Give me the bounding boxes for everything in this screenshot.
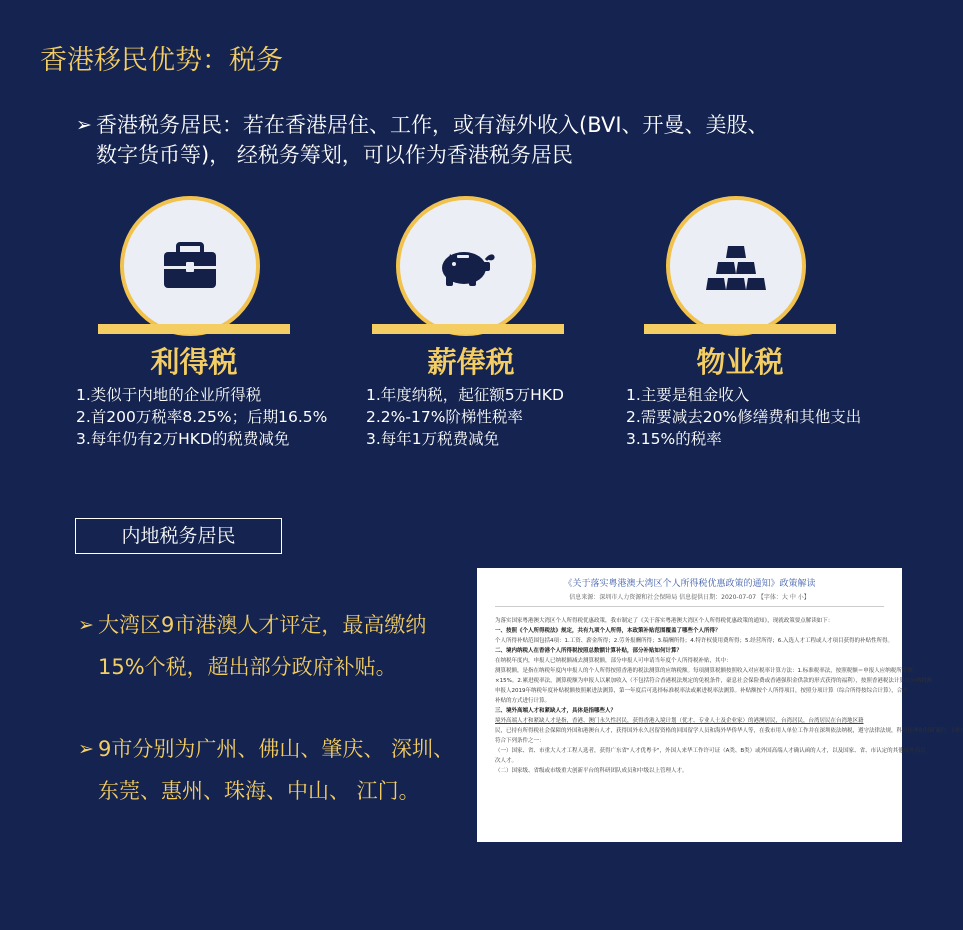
gold-bars-icon <box>706 236 766 296</box>
tax-name: 薪俸税 <box>427 345 515 379</box>
document-line: 境外高端人才和紧缺人才是指，香港、澳门永久性居民，获得香港入境计划（优才、专业人士及企业家）的港澳居民，台湾居民，台湾居民在台湾地区籍 <box>495 718 864 724</box>
document-line: 符合下列条件之一： <box>495 738 545 744</box>
document-line: 二、境内纳税人在香港个人所得税按照总数额计算补贴，部分补贴如何计算？ <box>495 648 683 654</box>
mainland-point-line2: 15%个税，超出部分政府补贴。 <box>98 655 397 679</box>
document-line: 申报人2019年纳税年度补贴税额按照累进法测算，第一年度后可选择标准税率法或累进税率法测算。补贴额按个人所得项目，按照分项计算（综合所得按综合计算），合并 <box>495 688 908 694</box>
document-divider <box>495 606 884 607</box>
intro-paragraph <box>76 110 846 170</box>
document-line: 一、按照《个人所得税法》规定，共有九项个人所得，本政策补贴范围覆盖了哪些个人所得？ <box>495 628 721 634</box>
arrow-bullet-icon: ➢ <box>76 114 92 136</box>
briefcase-icon <box>160 236 220 296</box>
intro-text-line2: 数字货币等)， 经税务筹划，可以作为香港税务居民 <box>96 143 573 167</box>
tax-item: 1.年度纳税，起征额5万HKD <box>366 386 564 404</box>
document-line: 民，已持有所得税社会保障的外国和港澳台人才，获得国外永久居留资格的回国留学人员和海外华侨华人等，在我市用人单位工作并在深圳依法纳税，遵守法律法规，科研伦理和科研诚信，同时 <box>495 728 963 734</box>
document-line: 补贴的方式进行计算。 <box>495 698 551 704</box>
piggy-bank-icon <box>436 236 496 296</box>
tax-item-list <box>76 384 327 450</box>
document-line: ×15%。2.累进税率法，测算税额为申报人以累加收入（不包括符合香港税法规定的免税条件，豪息社会保险费或香港强积金供款的形式获得的福利），按照香港税法计算的应纳税额。 <box>495 678 938 684</box>
document-line: 三、境外高端人才和紧缺人才，具体是指哪些人？ <box>495 708 617 714</box>
mainland-point-line1: 大湾区9市港澳人才评定，最高缴纳 <box>98 613 427 637</box>
document-line: 在纳税年度内，申报人已纳税额减去测算税额，部分申报人可申请当年度个人所得税补贴，其中： <box>495 658 732 664</box>
tax-item: 2.需要减去20%修缮费和其他支出 <box>626 408 862 426</box>
intro-text-line1: 香港税务居民：若在香港居住、工作，或有海外收入(BVI、开曼、美股、 <box>96 113 769 137</box>
tax-item-list <box>366 384 564 450</box>
document-line: （二）国家级、省级或市级重大创新平台的科研团队成员和中级以上管理人才。 <box>495 768 688 774</box>
tax-divider-bar <box>98 324 290 334</box>
tax-item: 1.类似于内地的企业所得税 <box>76 386 262 404</box>
mainland-point <box>78 608 478 684</box>
tax-item: 3.每年仍有2万HKD的税费减免 <box>76 430 290 448</box>
document-line: （一）国家、省、市重大人才工程人选者，获得广东省"人才优粤卡"，外国人来华工作许可证（A类、B类）或外国高端人才确认函的人才，以及国家、省、市认定的其他境外高层 <box>495 748 926 754</box>
document-line: 为落实国家粤港澳大湾区个人所得税优惠政策，我市制定了《关于落实粤港澳大湾区个人所得税优惠政策的通知》，现就政策要点解读如下： <box>495 618 834 624</box>
arrow-bullet-icon: ➢ <box>78 738 94 760</box>
tax-item: 2.首200万税率8.25%；后期16.5% <box>76 408 328 426</box>
mainland-point-line2: 东莞、惠州、珠海、中山、 江门。 <box>98 779 420 803</box>
page-title: 香港移民优势：税务 <box>40 45 283 76</box>
mainland-point-line1: 9市分别为广州、佛山、肇庆、 深圳、 <box>98 737 455 761</box>
arrow-bullet-icon: ➢ <box>78 614 94 636</box>
mainland-point <box>78 732 478 808</box>
tax-item: 1.主要是租金收入 <box>626 386 750 404</box>
tax-divider-bar <box>372 324 564 334</box>
tax-name: 利得税 <box>150 345 238 379</box>
tax-item-list <box>626 384 861 450</box>
tax-divider-bar <box>644 324 836 334</box>
tax-item: 3.每年1万税费减免 <box>366 430 500 448</box>
document-line: 个人所得补贴范围包括4项：1.工资、薪金所得；2.劳务报酬所得；3.稿酬所得；4.特许权使用费所得；5.经营所得；6.入选人才工程或人才项目获得的补贴性所得。 <box>495 638 893 644</box>
tax-icon-circle <box>396 196 536 336</box>
document-meta: 信息来源：深圳市人力资源和社会保障局 信息提供日期：2020-07-07 【字体：大 中 小】 <box>569 594 810 601</box>
tax-icon-circle <box>666 196 806 336</box>
document-title: 《关于落实粤港澳大湾区个人所得税优惠政策的通知》政策解读 <box>563 579 816 589</box>
document-line: 测算税额，是指在纳税年度内申报人的个人所得按照香港的税法测算的应纳税额。每项测算税额按照收入对应税率计算方法：1.标准税率法，按照税额＝申报人应纳税所得额 <box>495 668 913 674</box>
mainland-section-label: 内地税务居民 <box>75 518 282 554</box>
tax-icon-circle <box>120 196 260 336</box>
tax-item: 3.15%的税率 <box>626 430 722 448</box>
policy-document-screenshot <box>477 568 963 842</box>
tax-item: 2.2%-17%阶梯性税率 <box>366 408 523 426</box>
document-line: 次人才。 <box>495 758 518 764</box>
document-body <box>495 616 963 776</box>
tax-name: 物业税 <box>696 345 784 379</box>
